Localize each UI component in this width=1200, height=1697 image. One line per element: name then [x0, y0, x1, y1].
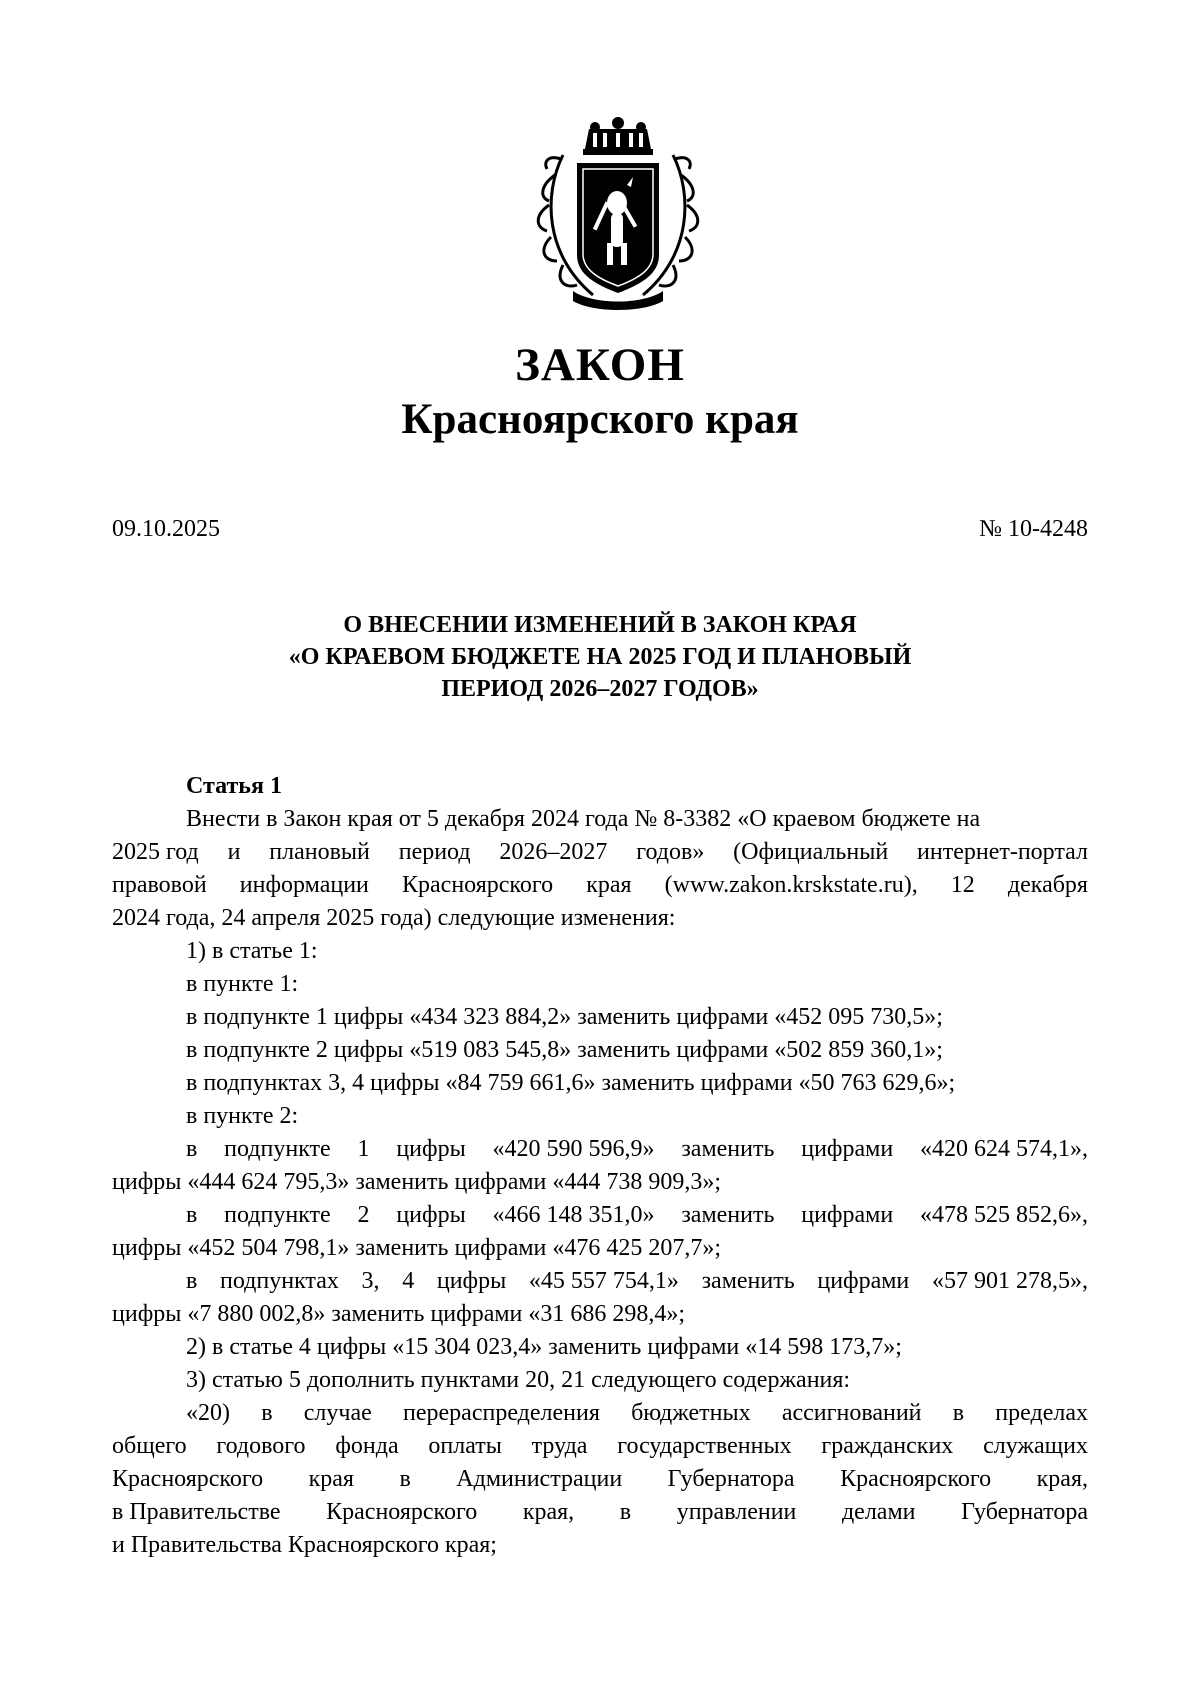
word: Губернатора	[961, 1499, 1088, 1525]
word: цифрами	[817, 1268, 910, 1294]
article-body	[112, 770, 1088, 1562]
word: края,	[1036, 1466, 1088, 1492]
word: «57 901 278,5»,	[931, 1268, 1088, 1294]
word: 2026–2027	[499, 839, 608, 865]
word: перераспределения	[403, 1400, 600, 1426]
word: 4	[402, 1268, 415, 1294]
word: Красноярского	[112, 1466, 264, 1492]
quoted-paragraph-line	[112, 1430, 1088, 1463]
word: и	[227, 839, 241, 865]
paragraph-line: 2024 года, 24 апреля 2025 года) следующие изменения:	[112, 905, 676, 931]
word: «420 590 596,9»	[492, 1136, 655, 1162]
word: делами	[841, 1499, 916, 1525]
word: подпунктах	[220, 1268, 339, 1294]
list-item	[112, 1199, 1088, 1232]
word: (Официальный	[733, 839, 889, 865]
paragraph-line: цифры «7 880 002,8» заменить цифрами «31 686 298,4»;	[112, 1301, 686, 1327]
word: 2	[357, 1202, 370, 1228]
word: Губернатора	[667, 1466, 795, 1492]
list-item: в пункте 1:	[186, 971, 299, 997]
coat-of-arms-icon	[533, 115, 703, 315]
word: «20)	[186, 1400, 230, 1426]
word: «478 525 852,6»,	[919, 1202, 1088, 1228]
article-title: Статья 1	[186, 773, 282, 799]
word: в	[619, 1499, 632, 1525]
word: ассигнований	[781, 1400, 922, 1426]
word: подпункте	[224, 1136, 331, 1162]
word: «466 148 351,0»	[492, 1202, 655, 1228]
paragraph-line	[112, 869, 1088, 902]
word: 2025 год	[112, 839, 199, 865]
word: цифрами	[801, 1202, 894, 1228]
word: фонда	[335, 1433, 399, 1459]
quoted-paragraph-line	[112, 1463, 1088, 1496]
word: цифры	[396, 1202, 466, 1228]
heading-line: ПЕРИОД 2026–2027 ГОДОВ»	[441, 676, 759, 702]
word: Красноярского	[402, 872, 554, 898]
word: цифры	[396, 1136, 466, 1162]
word: пределах	[995, 1400, 1088, 1426]
word: правовой	[112, 872, 207, 898]
word: Администрации	[456, 1466, 623, 1492]
word: декабря	[1007, 872, 1088, 898]
word: 12	[950, 872, 975, 898]
word: общего	[112, 1433, 187, 1459]
word: края,	[522, 1499, 575, 1525]
word: заменить	[681, 1136, 775, 1162]
word: подпункте	[224, 1202, 331, 1228]
word: заменить	[681, 1202, 775, 1228]
list-item	[112, 1133, 1088, 1166]
quoted-paragraph-line	[112, 1397, 1088, 1430]
law-heading	[112, 609, 1088, 705]
issuing-authority-title: Красноярского края	[401, 396, 799, 443]
word: «420 624 574,1»,	[919, 1136, 1088, 1162]
list-item: в пункте 2:	[186, 1103, 299, 1129]
heading-line: «О КРАЕВОМ БЮДЖЕТЕ НА 2025 ГОД И ПЛАНОВЫЙ	[288, 644, 912, 670]
law-date: 09.10.2025	[112, 516, 220, 542]
list-item: в подпунктах 3, 4 цифры «84 759 661,6» заменить цифрами «50 763 629,6»;	[186, 1070, 956, 1096]
word: цифры	[436, 1268, 507, 1294]
word: государственных	[617, 1433, 792, 1459]
paragraph-line: цифры «444 624 795,3» заменить цифрами «444 738 909,3»;	[112, 1169, 722, 1195]
word: в	[186, 1202, 198, 1228]
paragraph-line: цифры «452 504 798,1» заменить цифрами «476 425 207,7»;	[112, 1235, 722, 1261]
quoted-paragraph-line	[112, 1496, 1088, 1529]
paragraph-line	[112, 836, 1088, 869]
word: в	[261, 1400, 273, 1426]
word: в	[952, 1400, 965, 1426]
word: «45 557 754,1»	[528, 1268, 679, 1294]
heading-line: О ВНЕСЕНИИ ИЗМЕНЕНИЙ В ЗАКОН КРАЯ	[343, 612, 857, 638]
word: интернет-портал	[917, 839, 1088, 865]
list-item: 2) в статье 4 цифры «15 304 023,4» заменить цифрами «14 598 173,7»;	[186, 1334, 902, 1360]
word: случае	[303, 1400, 372, 1426]
word: годового	[216, 1433, 306, 1459]
word: (www.zakon.krskstate.ru),	[664, 872, 918, 898]
word: годов»	[636, 839, 705, 865]
word: бюджетных	[631, 1400, 751, 1426]
word: в	[186, 1136, 198, 1162]
word: края	[586, 872, 632, 898]
word: служащих	[983, 1433, 1088, 1459]
document-type-title: ЗАКОН	[515, 339, 685, 391]
word: в	[399, 1466, 411, 1492]
word: управлении	[676, 1499, 797, 1525]
list-item: в подпункте 1 цифры «434 323 884,2» заменить цифрами «452 095 730,5»;	[186, 1004, 943, 1030]
list-item: 1) в статье 1:	[186, 938, 318, 964]
word: гражданских	[821, 1433, 954, 1459]
list-item: в подпункте 2 цифры «519 083 545,8» заменить цифрами «502 859 360,1»;	[186, 1037, 943, 1063]
law-number: № 10-4248	[979, 516, 1088, 542]
word: 3,	[361, 1268, 380, 1294]
word: труда	[531, 1433, 588, 1459]
word: оплаты	[428, 1433, 502, 1459]
word: цифрами	[801, 1136, 894, 1162]
word: края	[308, 1466, 354, 1492]
paragraph-line: Внести в Закон края от 5 декабря 2024 года № 8-3382 «О краевом бюджете на	[186, 806, 981, 832]
word: Красноярского	[326, 1499, 478, 1525]
word: период	[398, 839, 471, 865]
quoted-paragraph-line: и Правительства Красноярского края;	[112, 1532, 497, 1558]
list-item	[112, 1265, 1088, 1298]
list-item: 3) статью 5 дополнить пунктами 20, 21 следующего содержания:	[186, 1367, 851, 1393]
word: информации	[239, 872, 369, 898]
word: заменить	[701, 1268, 795, 1294]
word: в	[186, 1268, 198, 1294]
word: в Правительстве	[112, 1499, 281, 1525]
word: Красноярского	[840, 1466, 992, 1492]
word: 1	[357, 1136, 370, 1162]
word: плановый	[269, 839, 370, 865]
